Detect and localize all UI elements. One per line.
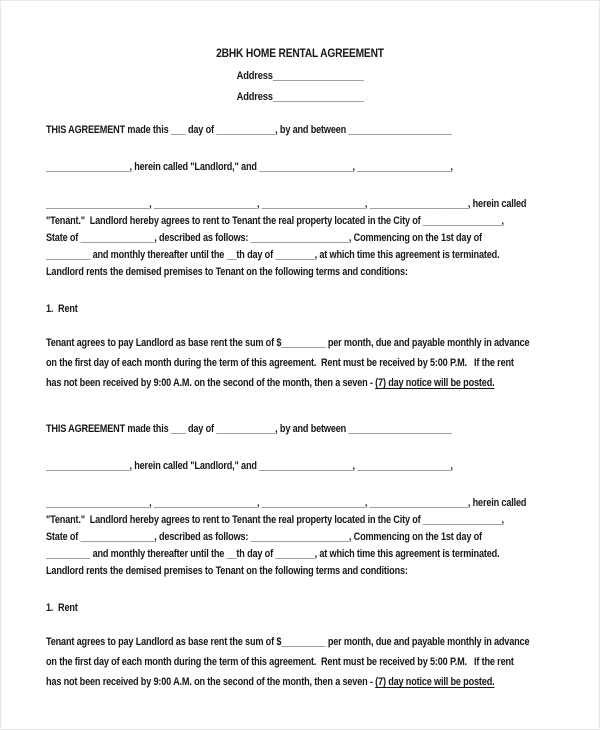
document-title: 2BHK HOME RENTAL AGREEMENT [216,46,384,60]
intro-line-6: _________ and monthly thereafter until the __th day of ________, at which time this agreement is terminated. [46,548,500,560]
intro-line-4: "Tenant." Landlord hereby agrees to rent to Tenant the real property located in the City of ________________, [46,215,504,227]
intro-line-2: _________________, herein called "Landlord," and ___________________, ___________________, [46,460,453,472]
intro-line-3: _____________________, _____________________, _____________________, ____________________, herein called [46,497,527,509]
rent-line-2: on the first day of each month during the term of this agreement. Rent must be received by 5:00 P.M. If the rent [46,357,514,369]
rent-line-3 [46,672,505,692]
intro-line-1: THIS AGREEMENT made this ___ day of ____________, by and between _____________________ [46,124,452,136]
agreement-section-1 [1,122,599,393]
intro-line-4: "Tenant." Landlord hereby agrees to rent to Tenant the real property located in the City of ________________, [46,514,504,526]
intro-line-7: Landlord rents the demised premises to Tenant on the following terms and conditions: [46,266,408,278]
rent-line-2: on the first day of each month during the term of this agreement. Rent must be received by 5:00 P.M. If the rent [46,656,514,668]
intro-line-3: _____________________, _____________________, _____________________, ____________________, herein called [46,198,527,210]
agreement-section-2 [1,421,599,692]
intro-line-6: _________ and monthly thereafter until the __th day of ________, at which time this agreement is terminated. [46,249,500,261]
address-line-2: Address__________________ [236,91,364,103]
intro-line-1: THIS AGREEMENT made this ___ day of ____________, by and between _____________________ [46,423,452,435]
address-line-1: Address__________________ [236,70,364,82]
rent-line-1: Tenant agrees to pay Landlord as base rent the sum of $_________ per month, due and payable monthly in advance [46,636,530,648]
rent-line-1: Tenant agrees to pay Landlord as base rent the sum of $_________ per month, due and payable monthly in advance [46,337,530,349]
seven-day-notice-underlined: (7) day notice will be posted. [375,676,495,688]
rent-line-3-text: has not been received by 9:00 A.M. on the second of the month, then a seven - [46,676,376,688]
intro-line-7: Landlord rents the demised premises to Tenant on the following terms and conditions: [46,565,408,577]
intro-line-5: State of _______________, described as follows: ____________________, Commencing on the 1st day of [46,531,482,543]
seven-day-notice-underlined: (7) day notice will be posted. [375,377,495,389]
intro-line-5: State of _______________, described as follows: ____________________, Commencing on the 1st day of [46,232,482,244]
intro-line-2: _________________, herein called "Landlord," and ___________________, ___________________, [46,161,453,173]
rent-line-3 [46,373,505,393]
rent-line-3-text: has not been received by 9:00 A.M. on the second of the month, then a seven - [46,377,376,389]
rent-clause-heading: 1. Rent [46,602,78,614]
rent-clause-heading: 1. Rent [46,303,78,315]
document-header [1,46,599,104]
